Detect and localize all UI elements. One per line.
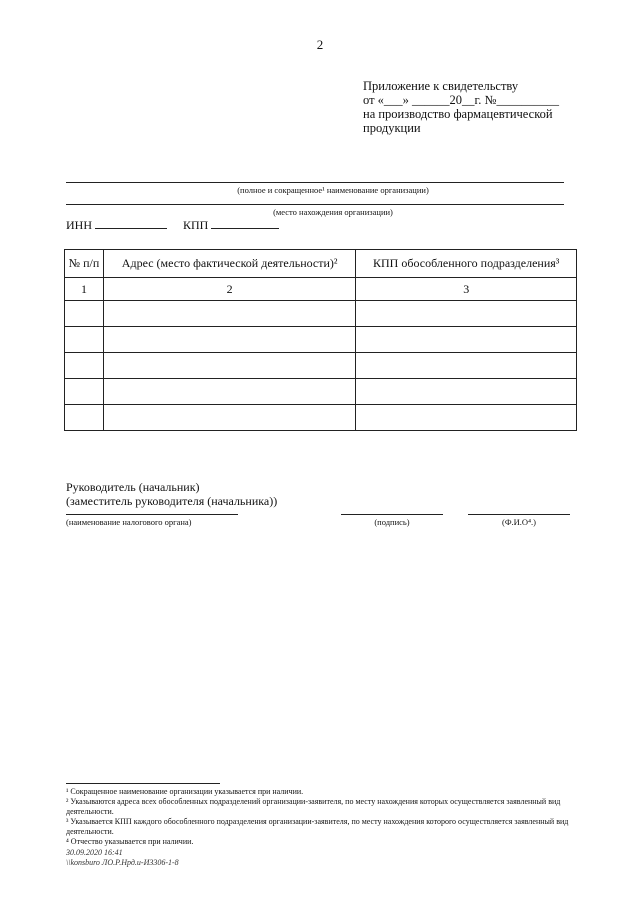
column-number-2: 2: [103, 278, 355, 301]
table-cell[interactable]: [356, 405, 577, 431]
kpp-label: КПП: [183, 218, 209, 232]
head-line-1: Руководитель (начальник): [66, 480, 200, 494]
footnote-3: ³ Указывается КПП каждого обособленного подразделения организации-заявителя, по месту нахождения которого осуществляется заявленный вид деятельности.: [66, 817, 569, 836]
table-cell[interactable]: [103, 327, 355, 353]
footnote-2: ² Указываются адреса всех обособленных подразделений организации-заявителя, по месту нахождения которых осуществляется заявленный вид деятельности.: [66, 797, 561, 816]
org-name-caption: (полное и сокращенное¹ наименование организации): [237, 185, 429, 195]
org-name-line[interactable]: [66, 182, 564, 183]
table-cell[interactable]: [65, 405, 104, 431]
signature-caption: (подпись): [374, 517, 410, 527]
table-cell[interactable]: [356, 301, 577, 327]
tax-authority-caption: (наименование налогового органа): [66, 517, 192, 527]
table-cell[interactable]: [103, 301, 355, 327]
footnote-separator: [66, 783, 220, 784]
header-kpp: КПП обособленного подразделения³: [356, 250, 577, 278]
appendix-line-2: от «___» ______20__г. №__________: [363, 93, 559, 107]
table-row: [65, 379, 577, 405]
appendix-line-3: на производство фармацевтической: [363, 107, 553, 121]
table-cell[interactable]: [65, 327, 104, 353]
fio-line[interactable]: [468, 514, 570, 515]
stamp-line-2: \\konsburo ЛО.Р.Нрд.и-ИЗ306-1-8: [66, 858, 179, 867]
header-address: Адрес (место фактической деятельности)²: [103, 250, 355, 278]
signature-line[interactable]: [341, 514, 443, 515]
tax-authority-line[interactable]: [66, 514, 238, 515]
subdivisions-table: [64, 249, 577, 431]
table-cell[interactable]: [103, 379, 355, 405]
location-line[interactable]: [66, 204, 564, 205]
footnote-1: ¹ Сокращенное наименование организации указывается при наличии.: [66, 787, 304, 796]
table-row: [65, 353, 577, 379]
footnotes: [66, 787, 596, 847]
head-block: [66, 480, 277, 508]
fio-caption: (Ф.И.О⁴.): [502, 517, 536, 527]
location-caption: (место нахождения организации): [273, 207, 393, 217]
table-cell[interactable]: [356, 353, 577, 379]
table-cell[interactable]: [103, 405, 355, 431]
head-line-2: (заместитель руководителя (начальника)): [66, 494, 278, 508]
table-header-row: [65, 250, 577, 278]
print-stamp: [66, 848, 179, 868]
table-row: [65, 301, 577, 327]
appendix-header: [363, 79, 613, 135]
stamp-line-1: 30.09.2020 16:41: [66, 848, 123, 857]
page-number: 2: [316, 37, 324, 52]
table-cell[interactable]: [356, 379, 577, 405]
footnote-4: ⁴ Отчество указывается при наличии.: [66, 837, 194, 846]
table-cell[interactable]: [356, 327, 577, 353]
column-number-1: 1: [65, 278, 104, 301]
table-cell[interactable]: [65, 379, 104, 405]
appendix-line-4: продукции: [363, 121, 421, 135]
inn-label: ИНН: [66, 218, 92, 232]
table-cell[interactable]: [65, 301, 104, 327]
table-row: [65, 327, 577, 353]
table-cell[interactable]: [65, 353, 104, 379]
table-cell[interactable]: [103, 353, 355, 379]
inn-kpp-row: [66, 218, 279, 233]
column-number-3: 3: [356, 278, 577, 301]
appendix-line-1: Приложение к свидетельству: [363, 79, 519, 93]
inn-field[interactable]: [95, 218, 167, 229]
table-row: [65, 405, 577, 431]
kpp-field[interactable]: [211, 218, 279, 229]
header-number: № п/п: [65, 250, 104, 278]
table-number-row: [65, 278, 577, 301]
